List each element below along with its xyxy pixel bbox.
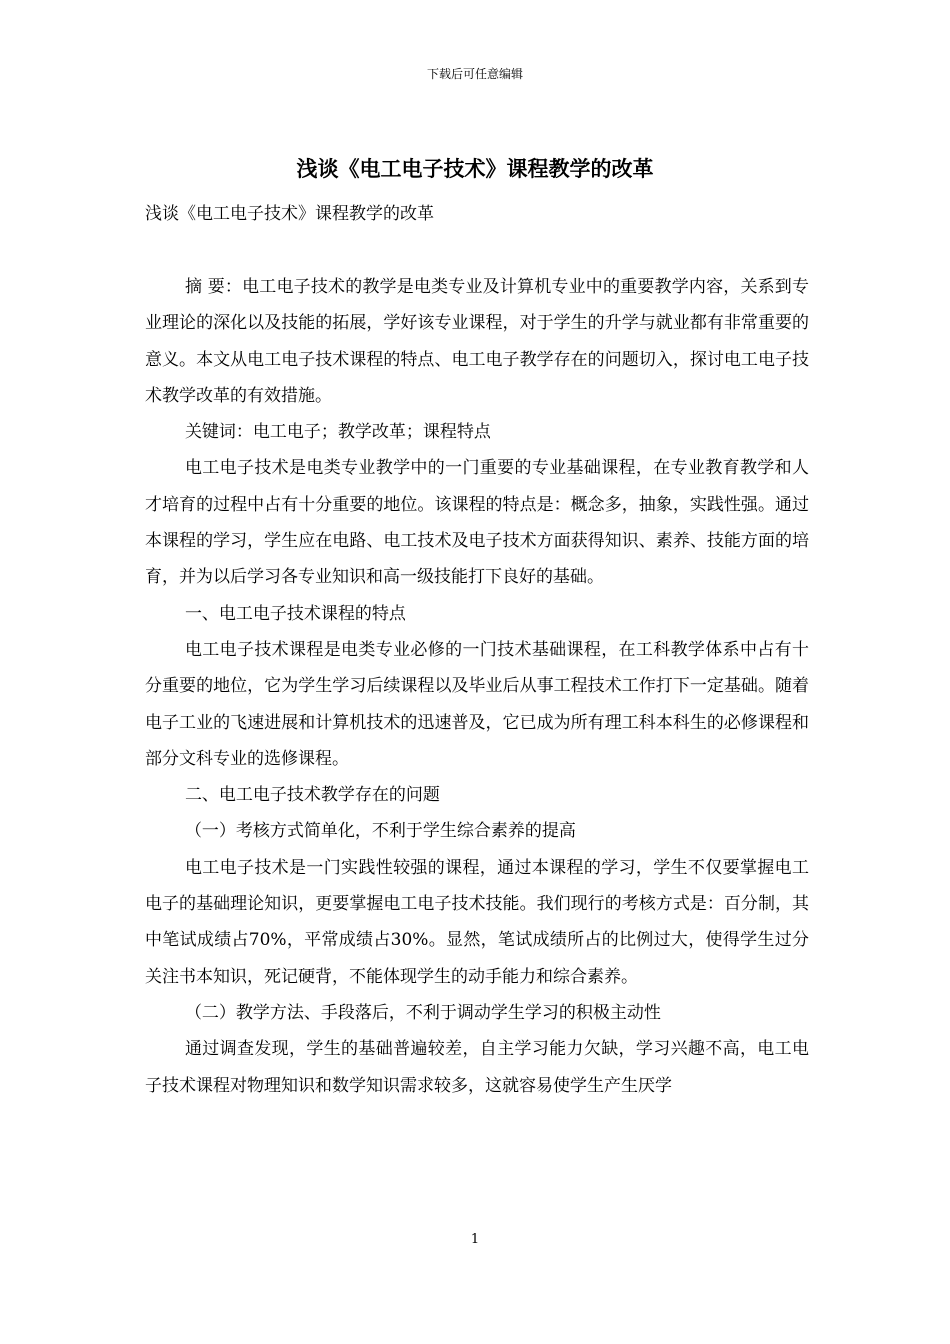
subtitle: 浅谈《电工电子技术》课程教学的改革 bbox=[145, 204, 434, 224]
body-paragraph: 通过调查发现，学生的基础普遍较差，自主学习能力欠缺，学习兴趣不高，电工电子技术课程对物理知识和数学知识需求较多，这就容易使学生产生厌学 bbox=[145, 1039, 809, 1096]
abstract-paragraph: 摘 要：电工电子技术的教学是电类专业及计算机专业中的重要教学内容，关系到专业理论的深化以及技能的拓展，学好该专业课程，对于学生的升学与就业都有非常重要的意义。本文从电工电子技术课程的特点、电工电子教学存在的问题切入，探讨电工电子技术教学改革的有效措施。 bbox=[145, 277, 809, 406]
body-paragraph: 电工电子技术课程是电类专业必修的一门技术基础课程，在工科教学体系中占有十分重要的地位，它为学生学习后续课程以及毕业后从事工程技术工作打下一定基础。随着电子工业的飞速进展和计算机技术的迅速普及，它已成为所有理工科本科生的必修课程和部分文科专业的选修课程。 bbox=[145, 639, 809, 769]
section-heading: 二、电工电子技术教学存在的问题 bbox=[184, 785, 440, 806]
keywords-paragraph: 关键词：电工电子；教学改革；课程特点 bbox=[184, 422, 491, 443]
document-body bbox=[145, 269, 809, 1104]
page-title: 浅谈《电工电子技术》课程教学的改革 bbox=[296, 156, 654, 181]
subsection-heading: （二）教学方法、手段落后，不利于调动学生学习的积极主动性 bbox=[184, 1002, 661, 1023]
page-number: 1 bbox=[470, 1232, 480, 1247]
section-heading: 一、电工电子技术课程的特点 bbox=[184, 603, 406, 624]
header-note: 下载后可任意编辑 bbox=[426, 67, 523, 81]
body-paragraph: 电工电子技术是一门实践性较强的课程，通过本课程的学习，学生不仅要掌握电工电子的基础理论知识，更要掌握电工电子技术技能。我们现行的考核方式是：百分制，其中笔试成绩占70%，平常成绩占30%。显然，笔试成绩所占的比例过大，使得学生过分关注书本知识，死记硬背，不能体现学生的动手能力和综合素养。 bbox=[145, 857, 809, 987]
subsection-heading: （一）考核方式简单化，不利于学生综合素养的提高 bbox=[184, 821, 576, 842]
body-paragraph: 电工电子技术是电类专业教学中的一门重要的专业基础课程，在专业教育教学和人才培育的过程中占有十分重要的地位。该课程的特点是：概念多，抽象，实践性强。通过本课程的学习，学生应在电路、电工技术及电子技术方面获得知识、素养、技能方面的培育，并为以后学习各专业知识和高一级技能打下良好的基础。 bbox=[145, 458, 809, 588]
